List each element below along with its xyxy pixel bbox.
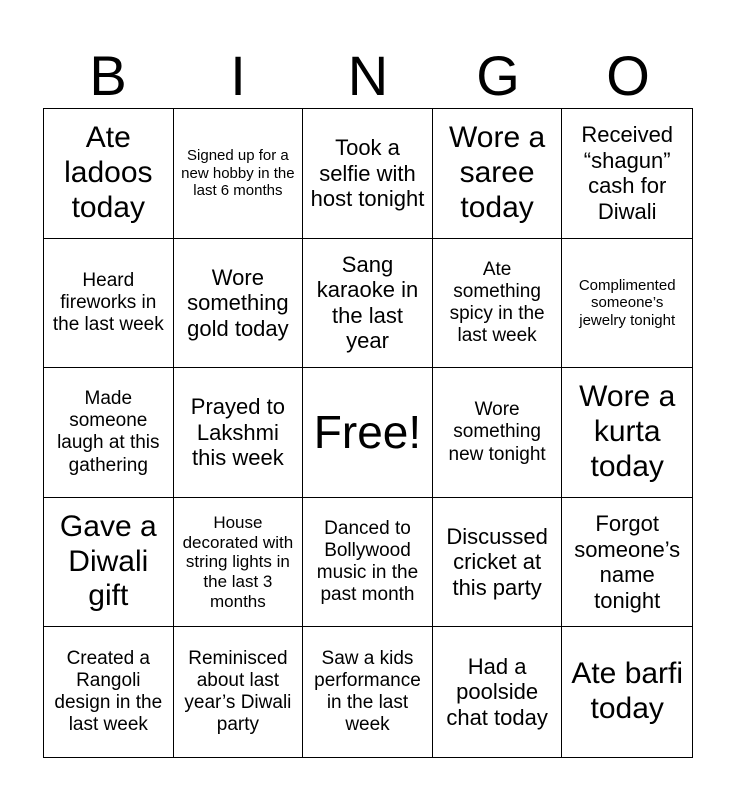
bingo-cell[interactable]: Made someone laugh at this gathering	[44, 368, 174, 498]
free-space[interactable]: Free!	[303, 368, 433, 498]
header-letter-g: G	[476, 44, 520, 107]
bingo-cell[interactable]: Wore a kurta today	[562, 368, 692, 498]
header-letter-o: O	[606, 44, 650, 107]
header-letter-i: I	[230, 44, 246, 107]
bingo-cell[interactable]: Had a poolside chat today	[433, 627, 563, 757]
bingo-cell[interactable]: Prayed to Lakshmi this week	[174, 368, 304, 498]
bingo-cell[interactable]: Saw a kids performance in the last week	[303, 627, 433, 757]
bingo-board	[43, 108, 693, 758]
bingo-cell[interactable]: Ate ladoos today	[44, 109, 174, 239]
bingo-cell[interactable]: Wore something gold today	[174, 239, 304, 369]
bingo-cell[interactable]: Signed up for a new hobby in the last 6 months	[174, 109, 304, 239]
bingo-cell[interactable]: Danced to Bollywood music in the past month	[303, 498, 433, 628]
bingo-cell[interactable]: Gave a Diwali gift	[44, 498, 174, 628]
header-letter-n: N	[347, 44, 389, 107]
bingo-cell[interactable]: Ate something spicy in the last week	[433, 239, 563, 369]
bingo-cell[interactable]: Created a Rangoli design in the last week	[44, 627, 174, 757]
bingo-cell[interactable]: Wore something new tonight	[433, 368, 563, 498]
bingo-cell[interactable]: Forgot someone’s name tonight	[562, 498, 692, 628]
bingo-cell[interactable]: Reminisced about last year’s Diwali party	[174, 627, 304, 757]
bingo-cell[interactable]: Wore a saree today	[433, 109, 563, 239]
bingo-cell[interactable]: House decorated with string lights in the last 3 months	[174, 498, 304, 628]
bingo-cell[interactable]: Ate barfi today	[571, 657, 684, 726]
bingo-header	[43, 44, 693, 108]
bingo-cell[interactable]: Sang karaoke in the last year	[303, 239, 433, 369]
bingo-cell[interactable]: Took a selfie with host tonight	[303, 109, 433, 239]
bingo-cell[interactable]: Received “shagun” cash for Diwali	[562, 109, 692, 239]
header-letter-b: B	[89, 44, 127, 107]
bingo-cell[interactable]: Complimented someone’s jewelry tonight	[562, 239, 692, 369]
bingo-cell[interactable]: Discussed cricket at this party	[433, 498, 563, 628]
bingo-cell[interactable]: Heard fireworks in the last week	[44, 239, 174, 369]
